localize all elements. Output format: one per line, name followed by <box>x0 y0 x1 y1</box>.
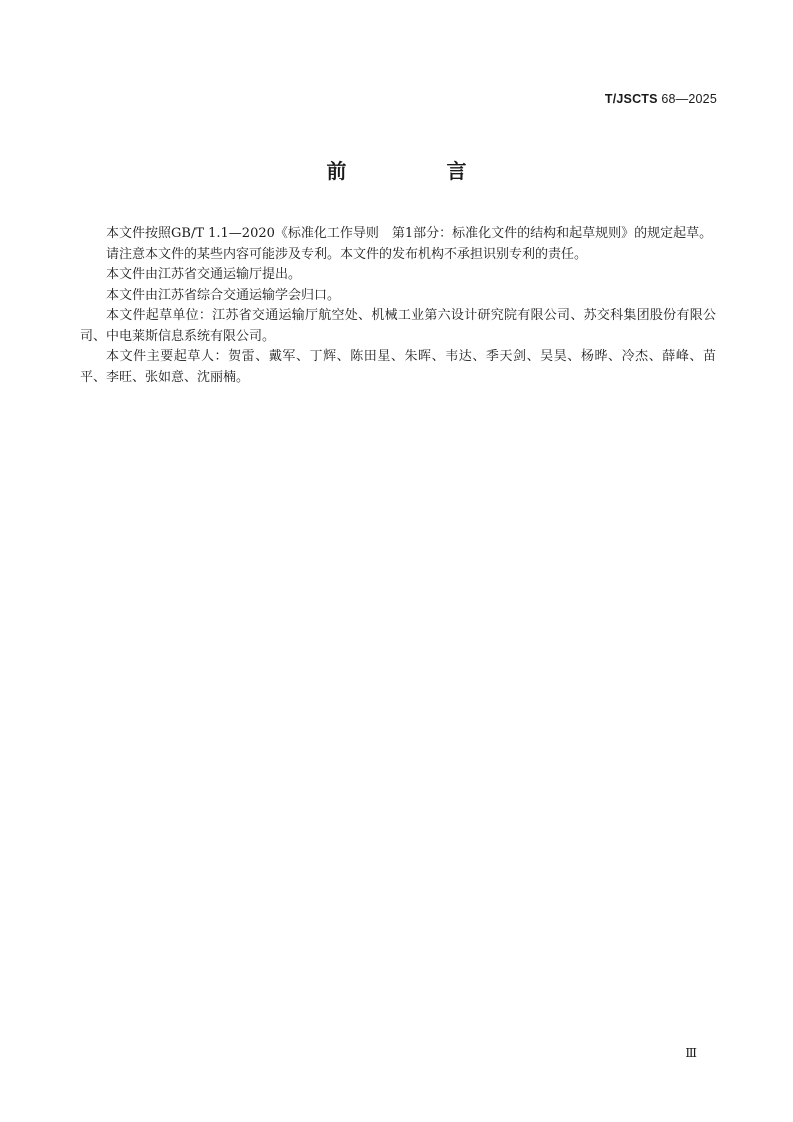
paragraph-drafters: 本文件主要起草人：贺雷、戴军、丁辉、陈田星、朱晖、韦达、季天剑、吴昊、杨晔、冷杰、薛峰、苗平、李旺、张如意、沈丽楠。 <box>80 349 716 385</box>
foreword-body <box>80 224 716 388</box>
paragraph-centralized-unit: 本文件由江苏省综合交通运输学会归口。 <box>106 287 341 303</box>
paragraph-proposer: 本文件由江苏省交通运输厅提出。 <box>106 267 302 282</box>
document-code <box>605 92 717 106</box>
paragraph-drafting-units: 本文件起草单位：江苏省交通运输厅航空处、机械工业第六设计研究院有限公司、苏交科集团股份有限公司、中电莱斯信息系统有限公司。 <box>80 308 716 344</box>
page-number: Ⅲ <box>685 1046 697 1060</box>
document-code-number: 68—2025 <box>661 92 717 106</box>
page-title: 前 言 <box>326 159 507 183</box>
paragraph-patent-notice: 请注意本文件的某些内容可能涉及专利。本文件的发布机构不承担识别专利的责任。 <box>106 246 588 262</box>
document-code-prefix: T/JSCTS <box>604 92 658 106</box>
paragraph-drafting-rules: 本文件按照GB/T 1.1—2020《标准化工作导则 第1部分：标准化文件的结构和起草规则》的规定起草。 <box>106 226 713 241</box>
